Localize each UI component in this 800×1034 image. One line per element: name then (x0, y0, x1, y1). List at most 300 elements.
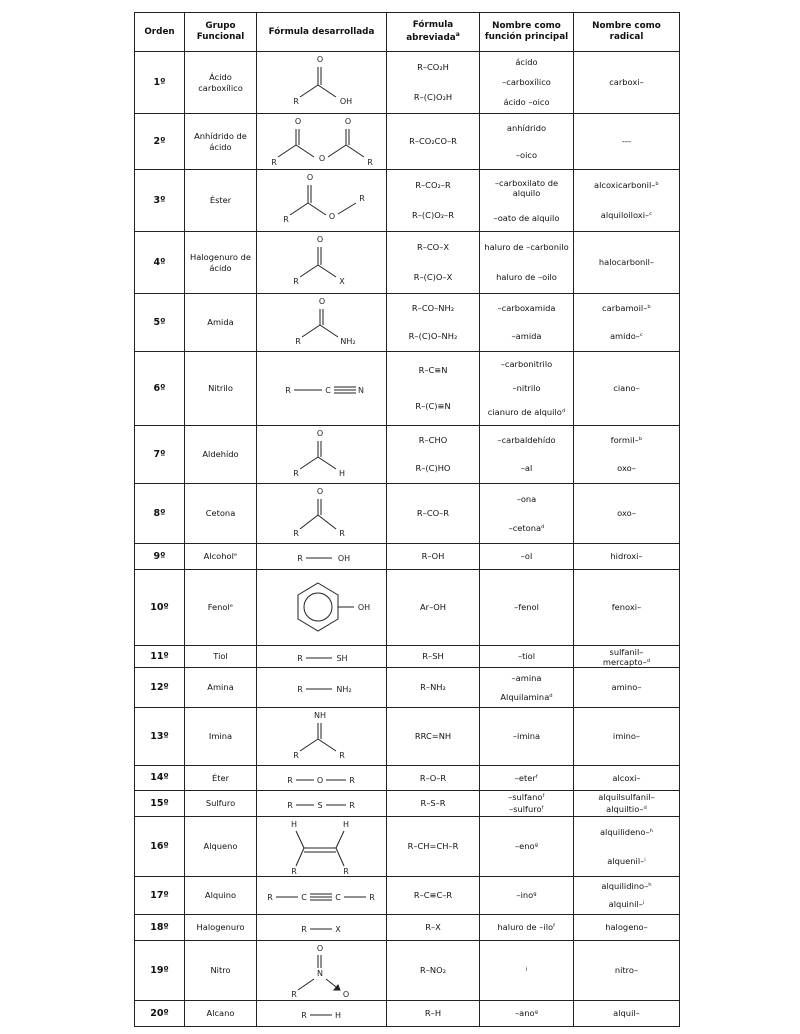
atom-label-r: R (286, 775, 293, 785)
atom-label-o: O (294, 116, 301, 126)
cell-principal (480, 915, 574, 941)
principal-line: –anoᵍ (515, 1008, 538, 1019)
cell-radical (574, 1001, 680, 1027)
cell-formula (257, 352, 387, 426)
structural-formula-diagram (258, 545, 386, 569)
atom-label-r: R (290, 866, 297, 876)
cell-abreviada (387, 544, 480, 570)
radical-line: carbamoil–ᵇ (602, 303, 651, 314)
table-row (135, 352, 680, 426)
atom-label-r: R (292, 528, 299, 538)
cell-orden: 8º (135, 484, 185, 544)
atom-label-r: R (270, 157, 277, 167)
cell-orden: 6º (135, 352, 185, 426)
atom-label-r: R (368, 892, 375, 902)
atom-label-r: R (338, 750, 345, 760)
cell-radical (574, 766, 680, 791)
structural-formula-diagram (258, 171, 386, 231)
cell-formula (257, 294, 387, 352)
abreviada-line: R–CO–NH₂ (411, 303, 455, 314)
radical-line: alcoxicarbonil–ᵇ (594, 180, 659, 191)
abreviada-line: R–CH=CH–R (407, 841, 459, 852)
header-formula: Fórmula desarrollada (257, 13, 387, 52)
abreviada-line: R–NH₂ (420, 682, 446, 693)
cell-principal (480, 484, 574, 544)
abreviada-line: R–CO–X (416, 242, 450, 253)
cell-abreviada (387, 294, 480, 352)
principal-line: –eterᶠ (514, 772, 539, 783)
cell-radical (574, 877, 680, 915)
atom-label-r: R (300, 924, 307, 934)
radical-line: hidroxi– (610, 551, 643, 562)
table-row (135, 294, 680, 352)
cell-abreviada (387, 791, 480, 817)
cell-principal (480, 544, 574, 570)
abreviada-line: R–(C)O–NH₂ (408, 331, 458, 342)
header-abreviada-note: a (455, 31, 460, 39)
principal-line: –carboxílico (502, 77, 551, 88)
table-row (135, 766, 680, 791)
radical-line: alquilideno–ʰ (599, 826, 654, 837)
structural-formula-diagram (258, 427, 386, 483)
atom-label-r: R (292, 468, 299, 478)
atom-label-oh: OH (339, 96, 352, 106)
cell-orden: 7º (135, 426, 185, 484)
atom-label-r: R (292, 750, 299, 760)
radical-line: alcoxi– (612, 772, 641, 783)
atom-label-sh: SH (335, 653, 348, 663)
atom-label-r: R (348, 775, 355, 785)
table-row (135, 52, 680, 114)
atom-label-o: O (328, 211, 335, 221)
header-principal: Nombre como función principal (480, 13, 574, 52)
cell-principal (480, 668, 574, 708)
table-row (135, 915, 680, 941)
abreviada-line: R–NO₂ (420, 965, 446, 976)
atom-label-o: O (306, 172, 313, 182)
cell-radical (574, 646, 680, 668)
header-abreviada-label: Fórmula abreviada (406, 20, 456, 43)
radical-line: nitro– (614, 965, 639, 976)
cell-principal (480, 766, 574, 791)
cell-radical (574, 544, 680, 570)
atom-label-r: R (300, 1010, 307, 1020)
cell-formula (257, 114, 387, 170)
cell-principal (480, 170, 574, 232)
radical-line: mercapto–ᵈ (602, 656, 651, 667)
radical-line: sulfanil– (609, 646, 644, 657)
atom-label-o: O (316, 428, 323, 438)
cell-principal (480, 294, 574, 352)
principal-line: –tiol (517, 651, 536, 662)
cell-principal (480, 232, 574, 294)
atom-label-o: O (318, 153, 325, 163)
cell-principal (480, 791, 574, 817)
radical-line: alquenil–ⁱ (607, 855, 646, 866)
atom-label-r: R (348, 800, 355, 810)
principal-line: –ol (520, 551, 533, 562)
abreviada-line: R–CHO (418, 435, 448, 446)
atom-label-h: H (290, 819, 297, 829)
atom-label-h: H (342, 819, 349, 829)
cell-orden: 12º (135, 668, 185, 708)
radical-line: amino– (611, 682, 642, 693)
cell-orden: 16º (135, 817, 185, 877)
cell-radical (574, 915, 680, 941)
cell-grupo: Halogenuro de ácido (185, 232, 257, 294)
cell-orden: 5º (135, 294, 185, 352)
cell-abreviada (387, 877, 480, 915)
cell-abreviada (387, 941, 480, 1001)
cell-formula (257, 52, 387, 114)
radical-line: amido–ᶜ (609, 331, 644, 342)
principal-line: haluro de –oilo (496, 272, 557, 283)
atom-label-oh: OH (357, 602, 370, 612)
cell-formula (257, 817, 387, 877)
radical-line: imino– (612, 731, 641, 742)
cell-principal (480, 941, 574, 1001)
table-row (135, 791, 680, 817)
atom-label-nh: NH (313, 710, 326, 720)
abreviada-line: R–CO₂CO–R (409, 136, 457, 147)
cell-principal (480, 646, 574, 668)
principal-line: –amida (511, 331, 542, 342)
principal-line: –carboxamida (497, 303, 556, 314)
cell-formula (257, 668, 387, 708)
principal-line: –cetonaᵈ (508, 522, 545, 533)
principal-line: ʲ (525, 965, 528, 976)
cell-abreviada (387, 570, 480, 646)
abreviada-line: R–C≡N (418, 365, 448, 376)
principal-line: –ona (516, 493, 537, 504)
principal-line: ácido (515, 57, 538, 68)
structural-formula-diagram (258, 878, 386, 914)
cell-radical (574, 791, 680, 817)
radical-line: alquilsulfanil– (598, 792, 655, 803)
atom-label-nh2: NH₂ (339, 336, 356, 346)
principal-line: ácido –oico (503, 97, 550, 108)
abreviada-line: R–X (425, 922, 441, 933)
atom-label-r: R (296, 684, 303, 694)
cell-formula (257, 877, 387, 915)
abreviada-line: R–(C)O–X (413, 272, 453, 283)
cell-orden: 2º (135, 114, 185, 170)
cell-principal (480, 817, 574, 877)
cell-grupo: Nitro (185, 941, 257, 1001)
cell-radical (574, 232, 680, 294)
header-row (135, 13, 680, 52)
atom-label-o: O (316, 486, 323, 496)
cell-radical (574, 170, 680, 232)
cell-grupo: Alquino (185, 877, 257, 915)
cell-radical (574, 941, 680, 1001)
table-row (135, 668, 680, 708)
cell-principal (480, 352, 574, 426)
radical-line: ciano– (613, 383, 640, 394)
structural-formula-diagram (258, 353, 386, 425)
abreviada-line: R–O–R (419, 772, 447, 783)
table-row (135, 941, 680, 1001)
cell-grupo: Alqueno (185, 817, 257, 877)
abreviada-line: R–C≡C–R (413, 890, 453, 901)
cell-orden: 4º (135, 232, 185, 294)
table-row (135, 114, 680, 170)
cell-formula (257, 484, 387, 544)
cell-grupo: Tiol (185, 646, 257, 668)
functional-groups-table-wrap (134, 12, 679, 1027)
cell-abreviada (387, 426, 480, 484)
radical-line: alquinil–ⁱ (608, 899, 645, 910)
atom-label-nh2: NH₂ (335, 684, 352, 694)
principal-line: –oato de alquilo (493, 212, 560, 223)
principal-line: –enoᵍ (515, 841, 538, 852)
cell-principal (480, 114, 574, 170)
abreviada-line: R–SH (422, 651, 444, 662)
cell-formula (257, 941, 387, 1001)
table-row (135, 426, 680, 484)
atom-label-oh: OH (337, 553, 350, 563)
cell-abreviada (387, 170, 480, 232)
cell-grupo: Amina (185, 668, 257, 708)
cell-abreviada (387, 766, 480, 791)
radical-line: halocarbonil– (598, 257, 655, 268)
cell-abreviada (387, 52, 480, 114)
principal-line: –sulfuroᶠ (509, 804, 544, 815)
structural-formula-diagram (258, 53, 386, 113)
radical-line: alquiloiloxi–ᶜ (600, 210, 653, 221)
cell-formula (257, 646, 387, 668)
cell-abreviada (387, 484, 480, 544)
cell-radical (574, 294, 680, 352)
cell-radical (574, 570, 680, 646)
atom-label-h: H (334, 1010, 341, 1020)
table-row (135, 877, 680, 915)
abreviada-line: R–CO₂H (417, 62, 449, 73)
principal-line: –carbonitrilo (500, 359, 553, 370)
abreviada-line: R–CO–R (416, 508, 450, 519)
structural-formula-diagram (258, 647, 386, 667)
cell-radical (574, 352, 680, 426)
header-radical: Nombre como radical (574, 13, 680, 52)
principal-line: –oico (515, 149, 538, 160)
atom-label-h: H (338, 468, 345, 478)
radical-line: oxo– (617, 463, 636, 474)
atom-label-o: O (316, 234, 323, 244)
cell-grupo: Nitrilo (185, 352, 257, 426)
atom-label-r: R (266, 892, 273, 902)
table-row (135, 544, 680, 570)
cell-grupo: Alcano (185, 1001, 257, 1027)
atom-label-c: C (334, 892, 341, 902)
atom-label-r: R (296, 653, 303, 663)
cell-radical (574, 668, 680, 708)
cell-orden: 18º (135, 915, 185, 941)
structural-formula-diagram (258, 571, 386, 645)
atom-label-r: R (290, 989, 297, 999)
cell-abreviada (387, 817, 480, 877)
cell-radical (574, 52, 680, 114)
cell-grupo: Sulfuro (185, 791, 257, 817)
principal-line: –amina (511, 672, 542, 683)
structural-formula-diagram (258, 818, 386, 876)
atom-label-o: O (316, 775, 323, 785)
cell-orden: 3º (135, 170, 185, 232)
atom-label-r: R (282, 214, 289, 224)
principal-line: –carboxilato de alquilo (494, 177, 559, 199)
principal-line: –sulfanoᶠ (508, 792, 545, 803)
cell-grupo: Ácido carboxílico (185, 52, 257, 114)
cell-principal (480, 426, 574, 484)
abreviada-line: RRC=NH (414, 731, 452, 742)
cell-grupo: Cetona (185, 484, 257, 544)
cell-radical (574, 426, 680, 484)
principal-line: haluro de –carbonilo (484, 242, 569, 253)
cell-formula (257, 544, 387, 570)
header-orden: Orden (135, 13, 185, 52)
cell-orden: 14º (135, 766, 185, 791)
atom-label-o: O (344, 116, 351, 126)
cell-formula (257, 232, 387, 294)
cell-abreviada (387, 708, 480, 766)
cell-principal (480, 708, 574, 766)
abreviada-line: R–(C)O₂–R (412, 210, 454, 221)
atom-label-r: R (294, 336, 301, 346)
atom-label-r: R (366, 157, 373, 167)
cell-grupo: Alcoholᵉ (185, 544, 257, 570)
cell-orden: 11º (135, 646, 185, 668)
abreviada-line: R–S–R (420, 798, 446, 809)
radical-line: alquiltio–ᵈ (606, 804, 647, 815)
radical-line: fenoxi– (611, 602, 642, 613)
table-row (135, 817, 680, 877)
table-row (135, 646, 680, 668)
atom-label-r: R (296, 553, 303, 563)
cell-grupo: Halogenuro (185, 915, 257, 941)
cell-formula (257, 766, 387, 791)
cell-grupo: Fenolᵉ (185, 570, 257, 646)
atom-label-r: R (286, 800, 293, 810)
radical-line: halogeno– (605, 922, 648, 933)
atom-label-x: X (338, 276, 345, 286)
radical-line: --- (622, 136, 631, 147)
cell-orden: 15º (135, 791, 185, 817)
atom-label-r: R (292, 276, 299, 286)
cell-orden: 1º (135, 52, 185, 114)
structural-formula-diagram (258, 485, 386, 543)
table-row (135, 1001, 680, 1027)
cell-grupo: Amida (185, 294, 257, 352)
cell-grupo: Imina (185, 708, 257, 766)
functional-groups-table (134, 12, 680, 1027)
cell-abreviada (387, 915, 480, 941)
atom-label-c: C (324, 385, 331, 395)
header-grupo: Grupo Funcional (185, 13, 257, 52)
atom-label-r: R (342, 866, 349, 876)
table-row (135, 170, 680, 232)
abreviada-line: R–OH (421, 551, 445, 562)
cell-orden: 17º (135, 877, 185, 915)
atom-label-o: O (342, 989, 349, 999)
radical-line: carboxi– (609, 77, 644, 88)
atom-label-s: S (316, 800, 323, 810)
atom-label-x: X (334, 924, 341, 934)
cell-formula (257, 426, 387, 484)
structural-formula-diagram (258, 1002, 386, 1026)
cell-formula (257, 1001, 387, 1027)
cell-abreviada (387, 1001, 480, 1027)
cell-orden: 19º (135, 941, 185, 1001)
cell-principal (480, 52, 574, 114)
structural-formula-diagram (258, 792, 386, 816)
cell-formula (257, 708, 387, 766)
atom-label-n: N (316, 968, 323, 978)
cell-abreviada (387, 114, 480, 170)
cell-grupo: Anhídrido de ácido (185, 114, 257, 170)
table-row (135, 570, 680, 646)
principal-line: –fenol (514, 602, 539, 613)
cell-orden: 20º (135, 1001, 185, 1027)
cell-radical (574, 484, 680, 544)
principal-line: –imina (512, 731, 541, 742)
cell-orden: 13º (135, 708, 185, 766)
table-row (135, 232, 680, 294)
cell-formula (257, 570, 387, 646)
table-row (135, 708, 680, 766)
structural-formula-diagram (258, 233, 386, 293)
radical-line: alquil– (613, 1008, 640, 1019)
radical-line: alquilidino–ʰ (601, 881, 652, 892)
atom-label-c: C (300, 892, 307, 902)
structural-formula-diagram (258, 916, 386, 940)
cell-grupo: Éter (185, 766, 257, 791)
atom-label-r: R (284, 385, 291, 395)
radical-line: formil–ᵇ (610, 435, 643, 446)
structural-formula-diagram (258, 942, 386, 1000)
cell-formula (257, 170, 387, 232)
cell-principal (480, 877, 574, 915)
cell-formula (257, 791, 387, 817)
cell-abreviada (387, 232, 480, 294)
cell-abreviada (387, 668, 480, 708)
principal-line: –carbaldehído (497, 435, 556, 446)
cell-radical (574, 817, 680, 877)
structural-formula-diagram (258, 669, 386, 707)
principal-line: –nitrilo (512, 383, 541, 394)
atom-label-o: O (316, 54, 323, 64)
atom-label-o: O (316, 943, 323, 953)
atom-label-n: N (357, 385, 364, 395)
cell-radical (574, 708, 680, 766)
abreviada-line: R–H (424, 1008, 442, 1019)
atom-label-r: R (358, 193, 365, 203)
structural-formula-diagram (258, 295, 386, 351)
principal-line: –inoᵍ (516, 890, 537, 901)
structural-formula-diagram (258, 709, 386, 765)
cell-grupo: Éster (185, 170, 257, 232)
structural-formula-diagram (258, 767, 386, 790)
principal-line: Alquilaminaᵈ (500, 691, 553, 702)
abreviada-line: R–(C)O₂H (413, 92, 453, 103)
cell-formula (257, 915, 387, 941)
principal-line: haluro de –iloᶠ (497, 922, 556, 933)
abreviada-line: Ar–OH (419, 602, 446, 613)
atom-label-r: R (338, 528, 345, 538)
atom-label-o: O (318, 296, 325, 306)
abreviada-line: R–(C)HO (415, 463, 451, 474)
cell-orden: 10º (135, 570, 185, 646)
principal-line: cianuro de alquiloᵈ (487, 407, 566, 418)
cell-radical (574, 114, 680, 170)
